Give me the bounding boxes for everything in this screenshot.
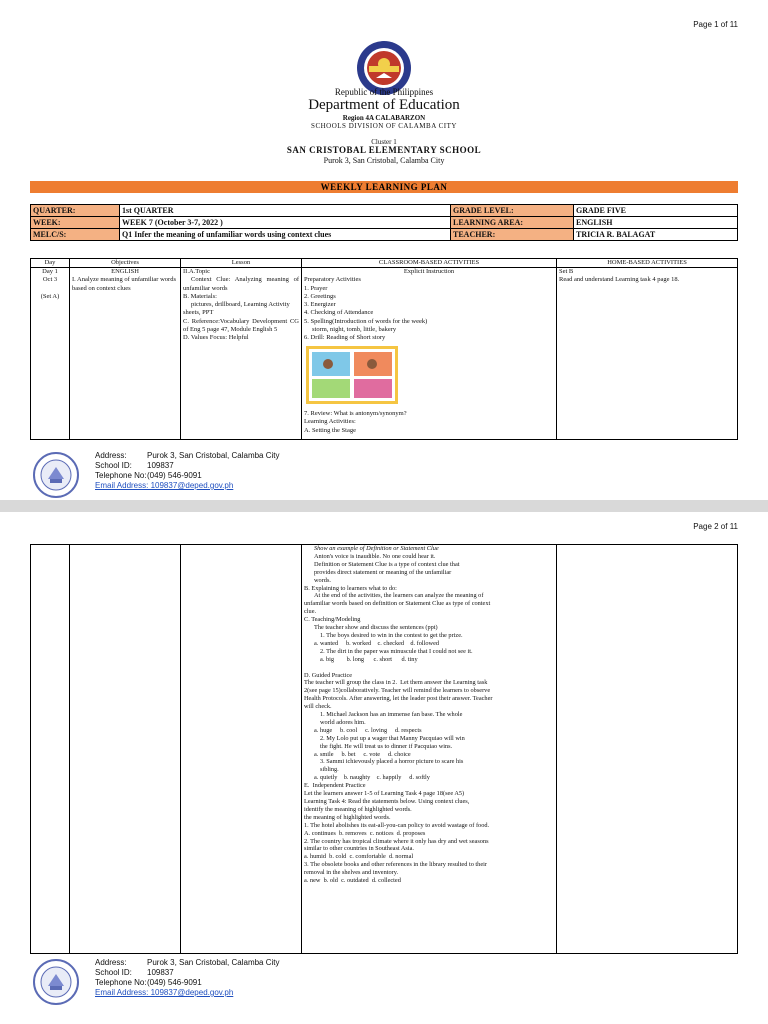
- activity-line: a. new b. old c. outdated d. collected: [304, 877, 401, 885]
- activity-line: the fight. He will treat us to dinner if Pacquiao wins.: [320, 742, 453, 750]
- home-set: Set B: [559, 268, 574, 275]
- activity-line: Learning Task 4: Read the statements below. Using context clues,: [304, 798, 470, 805]
- plan-info-table: [30, 204, 738, 241]
- day-cell: [31, 268, 70, 440]
- page-separator: [0, 500, 768, 512]
- activity-line: Health Protocols. After answering, let the leader post their answer. Teacher: [304, 695, 493, 703]
- prep-title: Preparatory Activities: [304, 276, 361, 284]
- activity-line: B. Explaining to learners what to do:: [304, 584, 397, 592]
- school-name: SAN CRISTOBAL ELEMENTARY SCHOOL: [286, 145, 482, 155]
- day-cell: [31, 545, 70, 954]
- footer-telephone-label: Telephone No:: [95, 471, 147, 480]
- activity-line: provides direct statement or meaning of the unfamiliar: [314, 568, 452, 576]
- page-2: [0, 512, 768, 1024]
- home-cell: [557, 545, 738, 954]
- teacher-value: TRICIA R. BALAGAT: [574, 229, 738, 241]
- prep-item: 5. Spelling(Introduction of words for the week): [304, 317, 428, 325]
- explicit-heading: Explicit Instruction: [403, 268, 455, 275]
- lesson-materials-text: pictures, drillboard, Learning Activity sheets, PPT: [183, 301, 290, 317]
- activity-line: Show an example of Definition or Statement Clue: [314, 545, 439, 552]
- home-cell: [557, 268, 738, 440]
- footer-address: Purok 3, San Cristobal, Calamba City: [147, 958, 280, 967]
- footer-email-link[interactable]: Email Address: 109837@deped.gov.ph: [95, 481, 234, 490]
- col-lesson: Lesson: [181, 259, 302, 268]
- activity-line: a. wanted b. worked c. checked d. followed: [314, 639, 440, 647]
- page1-footer: [30, 451, 430, 499]
- objective-text: I. Analyze meaning of unfamiliar words based on context clues: [72, 276, 176, 292]
- grade-label: GRADE LEVEL:: [451, 205, 574, 217]
- teacher-label: TEACHER:: [451, 229, 574, 241]
- col-day: Day: [31, 259, 70, 268]
- activity-line: a. huge b. cool c. loving d. respects: [314, 726, 422, 734]
- activity-line: a. humid b. cold c. comfortable d. normal: [304, 853, 414, 861]
- lesson-cell: [181, 545, 302, 954]
- col-home: HOME-BASED ACTIVITIES: [557, 259, 738, 268]
- footer-school-id: 109837: [147, 461, 174, 470]
- page-1: [0, 0, 768, 500]
- classroom-cell: [302, 545, 557, 954]
- activity-line: world adores him.: [320, 718, 366, 726]
- story-illustration-icon: [306, 346, 398, 404]
- activity-line: similar to other countries in Southeast Asia.: [304, 845, 415, 853]
- activity-line: words.: [314, 576, 331, 584]
- republic-line: Republic of the Philippines: [334, 87, 434, 97]
- footer-address-label: Address:: [95, 958, 127, 967]
- activity-line: The teacher will group the class in 2. Let them answer the Learning task: [304, 679, 488, 687]
- subject-label: ENGLISH: [111, 268, 139, 275]
- prep-item: 1. Prayer: [304, 284, 328, 292]
- week-label: WEEK:: [31, 217, 120, 229]
- melc-value: Q1 Infer the meaning of unfamiliar words using context clues: [120, 229, 451, 241]
- activity-line: 2(see page 15)collaboratively. Teacher will remind the learners to observe: [304, 687, 491, 695]
- school-logo-icon: [30, 958, 82, 1006]
- review-question: 7. Review: What is antonym/synonym?: [304, 409, 407, 417]
- prep-item: 4. Checking of Attendance: [304, 309, 374, 317]
- school-address: Purok 3, San Cristobal, Calamba City: [323, 156, 445, 165]
- activity-line: Let the learners answer 1-5 of Learning Task 4 page 18(see A5): [304, 790, 465, 798]
- footer-school-id-label: School ID:: [95, 968, 132, 977]
- activity-line: A. continues b. removes c. notices d. proposes: [304, 829, 426, 837]
- activity-line: 1. The hotel abolishes its eat-all-you-can policy to avoid wastage of food.: [304, 821, 490, 829]
- footer-telephone: (049) 546-9091: [147, 471, 202, 480]
- activity-line: The teacher show and discuss the sentences (ppt): [314, 624, 438, 632]
- division-line: SCHOOLS DIVISION OF CALAMBA CITY: [311, 122, 457, 130]
- lesson-values: D. Values Focus: Helpful: [183, 334, 249, 342]
- region-line: Region 4A CALABARZON: [342, 114, 426, 122]
- page-number: Page 2 of 11: [693, 522, 738, 531]
- activity-line: a. quietly b. naughty c. happily d. softly: [314, 774, 430, 782]
- activity-line: 2. My Lolo put up a wager that Manny Pacquiao will win: [320, 734, 465, 742]
- footer-address: Purok 3, San Cristobal, Calamba City: [147, 451, 280, 460]
- grade-value: GRADE FIVE: [574, 205, 738, 217]
- activity-line: a. smile b. bet c. vote d. choice: [314, 750, 411, 758]
- activity-line: identify the meaning of highlighted words.: [304, 805, 412, 813]
- activity-line: the meaning of highlighted words.: [304, 813, 391, 821]
- classroom-cell: [302, 268, 557, 440]
- activity-line: At the end of the activities, the learners can analyze the meaning of: [314, 592, 484, 600]
- quarter-label: QUARTER:: [31, 205, 120, 217]
- footer-school-id-label: School ID:: [95, 461, 132, 470]
- footer-address-label: Address:: [95, 451, 127, 460]
- melc-label: MELC/S:: [31, 229, 120, 241]
- lesson-plan-table: [30, 258, 738, 440]
- quarter-value: 1st QUARTER: [120, 205, 451, 217]
- activity-line: E. Independent Practice: [304, 782, 366, 790]
- prep-words: storm, night, tomb, little, bakery: [312, 326, 397, 334]
- activity-line: 2. The dirt in the paper was minuscule that I could not see it.: [320, 647, 473, 655]
- activity-line: 1. Michael Jackson has an immense fan base. The whole: [320, 711, 463, 719]
- col-objectives: Objectives: [70, 259, 181, 268]
- day-set: (Set A): [40, 292, 60, 300]
- footer-telephone-label: Telephone No:: [95, 978, 147, 987]
- page2-footer: [30, 958, 430, 1006]
- footer-school-id: 109837: [147, 968, 174, 977]
- lesson-topic-text: Context Clue: Analyzing meaning of unfamiliar words: [183, 276, 299, 292]
- activity-line: removal in the shelves and inventory.: [304, 869, 399, 877]
- department-title: Department of Education: [308, 97, 460, 113]
- activity-line: Definition or Statement Clue is a type of context clue that: [314, 560, 460, 568]
- day-label: Day 1: [42, 268, 58, 275]
- activity-line: [304, 664, 554, 672]
- cluster-line: Cluster 1: [371, 138, 397, 146]
- area-label: LEARNING AREA:: [451, 217, 574, 229]
- lesson-reference: C. Reference:Vocabulary Development CG of Eng 5 page 47, Module English 5: [183, 317, 299, 334]
- objectives-cell: [70, 545, 181, 954]
- day-date: Oct 3: [42, 276, 58, 284]
- lesson-cell: [181, 268, 302, 440]
- week-value: WEEK 7 (October 3-7, 2022 ): [120, 217, 451, 229]
- prep-item: 2. Greetings: [304, 292, 336, 300]
- setting-stage: A. Setting the Stage: [304, 426, 356, 434]
- lesson-materials: B. Materials:: [183, 292, 217, 300]
- activity-line: unfamiliar words based on definition or Statement Clue as type of context: [304, 600, 491, 608]
- activity-line: a. big b. long c. short d. tiny: [320, 655, 418, 663]
- col-classroom: CLASSROOM-BASED ACTIVITIES: [302, 259, 557, 268]
- prep-item: 3. Energizer: [304, 301, 336, 309]
- activity-line: 3. Sammi ichievously placed a horror picture to scare his: [320, 758, 464, 766]
- objectives-cell: [70, 268, 181, 440]
- prep-item: 6. Drill: Reading of Short story: [304, 334, 386, 342]
- activity-line: will check.: [304, 703, 332, 711]
- activity-line: 1. The boys desired to win in the contest to get the prize.: [320, 631, 463, 639]
- activity-line: sibling.: [320, 766, 339, 774]
- footer-email-link[interactable]: Email Address: 109837@deped.gov.ph: [95, 988, 234, 997]
- activity-line: C. Teaching/Modeling: [304, 616, 361, 624]
- activity-line: Anton's voice is inaudible. No one could hear it.: [314, 552, 436, 560]
- school-logo-icon: [30, 451, 82, 499]
- home-task: Read and understand Learning task 4 page 18.: [559, 276, 680, 284]
- activity-line: 3. The obsolete books and other references in the library resulted to their: [304, 861, 487, 869]
- weekly-plan-banner: WEEKLY LEARNING PLAN: [30, 181, 738, 193]
- activity-line: 2. The country has tropical climate where it only has dry and wet seasons: [304, 837, 489, 845]
- continuation-table: [30, 544, 738, 954]
- learning-activities: Learning Activities:: [304, 418, 356, 426]
- activity-line: clue.: [304, 608, 317, 616]
- activity-line: D. Guided Practice: [304, 671, 353, 679]
- lesson-topic: II.A.Topic: [183, 268, 210, 275]
- footer-telephone: (049) 546-9091: [147, 978, 202, 987]
- page-number: Page 1 of 11: [693, 20, 738, 29]
- area-value: ENGLISH: [574, 217, 738, 229]
